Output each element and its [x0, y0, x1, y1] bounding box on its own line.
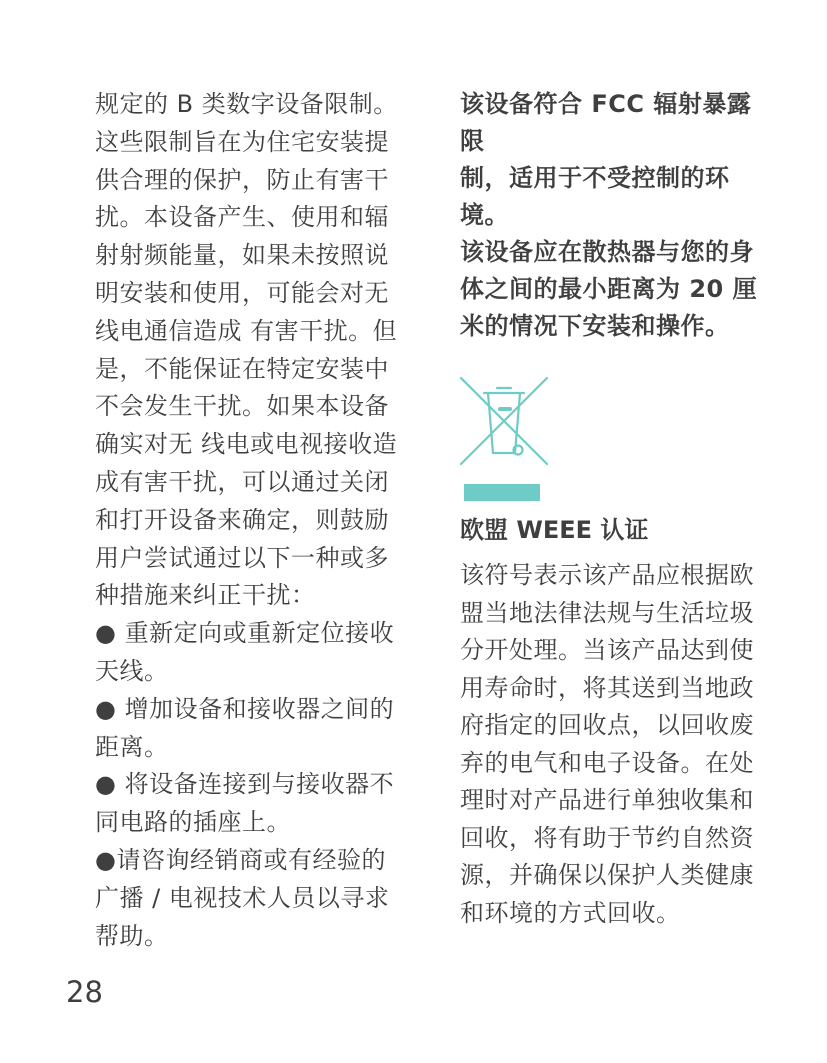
text-line: 该符号表示该产品应根据欧 — [460, 561, 754, 589]
intro-paragraph — [95, 86, 405, 615]
text-line: 射射频能量，如果未按照说 — [95, 241, 389, 270]
bullet-line: ●请咨询经销商或有经验的 — [95, 845, 386, 874]
bullet-line: 广播 / 电视技术人员以寻求 — [95, 883, 390, 912]
crossed-out-wheeled-bin-icon — [459, 375, 549, 467]
text-line: 回收，将有助于节约自然资 — [460, 823, 754, 852]
fcc-line: 该设备符合 FCC 辐射暴露限 — [460, 90, 752, 155]
text-line: 分开处理。当该产品达到使 — [460, 636, 754, 664]
bullet-line: ● 重新定向或重新定位接收 — [95, 619, 395, 648]
bullet-line: ● 增加设备和接收器之间的 — [95, 694, 395, 723]
fcc-statement — [460, 86, 770, 345]
bullet-item — [95, 766, 405, 842]
text-line: 规定的 B 类数字设备限制。 — [95, 90, 398, 118]
fcc-line: 该设备应在散热器与您的身 — [460, 238, 754, 266]
bullet-line: 帮助。 — [95, 921, 169, 950]
text-line: 成有害干扰，可以通过关闭 — [95, 467, 389, 496]
text-line: 盟当地法律法规与生活垃圾 — [460, 598, 754, 627]
bullet-line: ● 将设备连接到与接收器不 — [95, 770, 395, 799]
fcc-line: 制，适用于不受控制的环境。 — [460, 164, 730, 229]
text-line: 种措施来纠正干扰： — [95, 581, 316, 610]
text-line: 源，并确保以保护人类健康 — [460, 861, 754, 889]
left-column — [95, 86, 405, 955]
text-line: 是，不能保证在特定安装中 — [95, 354, 389, 383]
text-line: 不会发生干扰。如果本设备 — [95, 392, 389, 421]
bullet-item — [95, 691, 405, 767]
text-line: 府指定的回收点，以回收废 — [460, 711, 754, 739]
page-number: 28 — [66, 975, 103, 1009]
weee-title: 欧盟 WEEE 认证 — [460, 516, 649, 544]
text-line: 这些限制旨在为住宅安装提 — [95, 127, 389, 156]
text-line: 理时对产品进行单独收集和 — [460, 786, 754, 814]
text-line: 扰。本设备产生、使用和辐 — [95, 203, 389, 232]
bullet-item — [95, 615, 405, 691]
fcc-line: 米的情况下安装和操作。 — [460, 312, 730, 340]
text-line: 明安装和使用，可能会对无 — [95, 278, 389, 307]
text-line: 用寿命时，将其送到当地政 — [460, 673, 754, 702]
text-line: 供合理的保护，防止有害干 — [95, 165, 389, 194]
text-line: 用户尝试通过以下一种或多 — [95, 543, 389, 572]
bullet-line: 天线。 — [95, 656, 169, 685]
text-line: 线电通信造成 有害干扰。但 — [95, 316, 398, 345]
weee-paragraph — [460, 557, 770, 932]
bullet-line: 距离。 — [95, 732, 169, 761]
text-line: 和打开设备来确定，则鼓励 — [95, 505, 389, 534]
text-line: 确实对无 线电或电视接收造 — [95, 430, 398, 459]
text-line: 弃的电气和电子设备。在处 — [460, 748, 754, 777]
fcc-line: 体之间的最小距离为 20 厘 — [460, 275, 758, 303]
text-line: 和环境的方式回收。 — [460, 898, 681, 927]
weee-bar — [464, 484, 540, 501]
bullet-line: 同电路的插座上。 — [95, 808, 291, 837]
bullet-item — [95, 842, 405, 955]
